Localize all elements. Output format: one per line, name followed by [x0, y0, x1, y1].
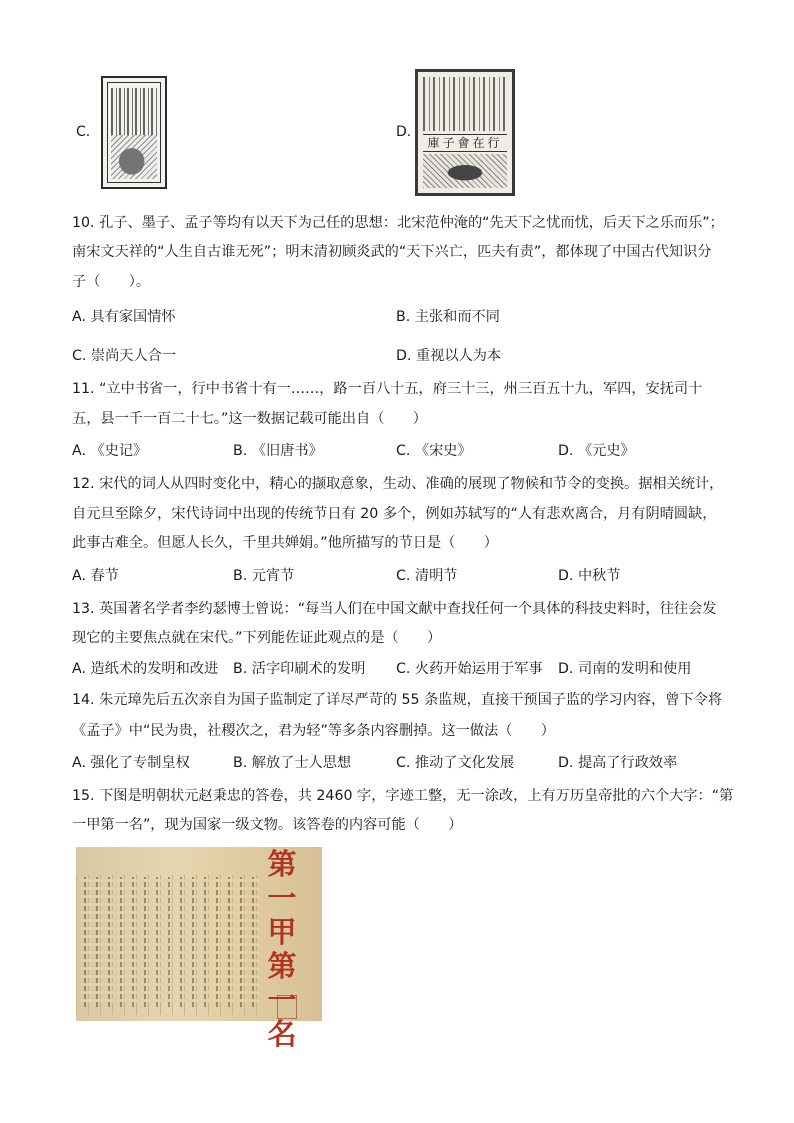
question-14-option-c[interactable]: C. 推动了文化发展 [396, 755, 515, 771]
question-12-line-1: 12. 宋代的词人从四时变化中，精心的撷取意象，生动、准确的展现了物候和节令的变换。据相关统计， [72, 476, 724, 492]
question-10-option-d[interactable]: D. 重视以人为本 [396, 348, 502, 364]
question-12-option-c[interactable]: C. 清明节 [396, 568, 458, 584]
question-11-line-2: 五，县一千一百二十七。”这一数据记载可能出自（ ） [72, 411, 427, 427]
question-11-option-c[interactable]: C. 《宋史》 [396, 443, 472, 459]
question-14-option-b[interactable]: B. 解放了士人思想 [233, 755, 352, 771]
question-13-option-d[interactable]: D. 司南的发明和使用 [558, 661, 692, 677]
question-10-line-1: 10. 孔子、墨子、孟子等均有以天下为己任的思想：北宋范仲淹的“先天下之忧而忧，后天下之乐而乐”； [72, 215, 724, 231]
question-14-line-2: 《孟子》中“民为贵，社稷次之，君为轻”等多条内容删掉。这一做法（ ） [72, 723, 555, 739]
question-13-option-b[interactable]: B. 活字印刷术的发明 [233, 661, 366, 677]
question-11-option-a[interactable]: A. 《史记》 [72, 443, 148, 459]
question-12-line-3: 此事古难全。但愿人长久，千里共婵娟。”他所描写的节日是（ ） [72, 535, 498, 551]
question-12-option-a[interactable]: A. 春节 [72, 568, 119, 584]
question-13-line-1: 13. 英国著名学者李约瑟博士曾说：“每当人们在中国文献中查找任何一个具体的科技史料时，往往会发 [72, 601, 717, 617]
question-10-line-3: 子（ ）。 [72, 274, 151, 290]
question-12-option-d[interactable]: D. 中秋节 [558, 568, 621, 584]
question-13-line-2: 现它的主要焦点就在宋代。”下列能佐证此观点的是（ ） [72, 630, 442, 646]
question-14-line-1: 14. 朱元璋先后五次亲自为国子监制定了详尽严苛的 55 条监规，直接干预国子监的学习内容，曾下令将 [72, 692, 723, 708]
option-c-label: C. [76, 124, 91, 140]
question-13-option-c[interactable]: C. 火药开始运用于军事 [396, 661, 543, 677]
question-11-option-b[interactable]: B. 《旧唐书》 [233, 443, 323, 459]
question-10-option-a[interactable]: A. 具有家国情怀 [72, 309, 176, 325]
option-c-banknote-image [101, 76, 167, 189]
question-10-line-2: 南宋文天祥的“人生自古谁无死”；明末清初顾炎武的“天下兴亡，匹夫有责”，都体现了中国古代知识分 [72, 244, 712, 260]
question-14-option-d[interactable]: D. 提高了行政效率 [558, 755, 678, 771]
exam-paper-red-title: 第一甲第一名 [267, 847, 297, 1051]
zhao-bingzhong-exam-paper-image [76, 847, 322, 1051]
exam-paper-seal [277, 995, 297, 1019]
option-d-banknote-image [415, 69, 515, 196]
question-11-option-d[interactable]: D. 《元史》 [558, 443, 635, 459]
option-d-label: D. [396, 124, 412, 140]
question-15-line-2: 一甲第一名”，现为国家一级文物。该答卷的内容可能（ ） [72, 817, 463, 833]
question-10-option-b[interactable]: B. 主张和而不同 [396, 309, 500, 325]
question-13-option-a[interactable]: A. 造纸术的发明和改进 [72, 661, 219, 677]
question-12-line-2: 自元旦至除夕，宋代诗词中出现的传统节日有 20 多个，例如苏轼写的“人有悲欢离合，月有阴晴圆缺， [72, 506, 717, 522]
question-15-line-1: 15. 下图是明朝状元赵秉忠的答卷，共 2460 字，字迹工整，无一涂改，上有万历皇帝批的六个大字：“第 [72, 788, 734, 804]
question-12-option-b[interactable]: B. 元宵节 [233, 568, 295, 584]
question-14-option-a[interactable]: A. 强化了专制皇权 [72, 755, 190, 771]
banknote-band-text: 庫子會在行 [427, 136, 503, 150]
question-10-option-c[interactable]: C. 崇尚天人合一 [72, 348, 177, 364]
question-11-line-1: 11. “立中书省一，行中书省十有一……，路一百八十五，府三十三，州三百五十九，军四，安抚司十 [72, 381, 703, 397]
